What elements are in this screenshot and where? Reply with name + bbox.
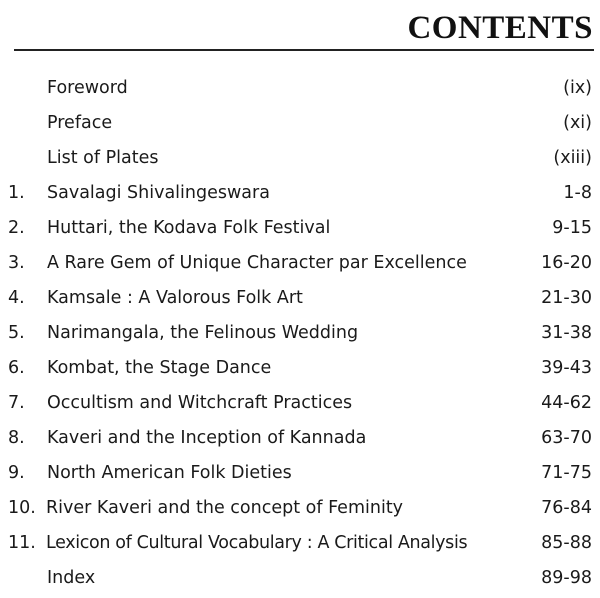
entry-number: 3. (8, 253, 25, 273)
entry-title: Preface (47, 113, 113, 133)
entry-pages: 16-20 (541, 253, 592, 273)
entry-number: 6. (8, 358, 25, 378)
entry-pages: 85-88 (541, 533, 592, 553)
entry-number: 2. (8, 218, 25, 238)
entry-number: 7. (8, 393, 25, 413)
heading-rule (14, 49, 594, 51)
entry-title: Kamsale : A Valorous Folk Art (47, 288, 303, 308)
toc-entry-chapter-8 (0, 423, 600, 458)
toc-entry-chapter-11 (0, 528, 600, 563)
entry-pages: 39-43 (541, 358, 592, 378)
toc-entry-chapter-1 (0, 178, 600, 213)
entry-title: Index (47, 568, 96, 588)
entry-pages: (ix) (563, 78, 592, 98)
entry-title: Narimangala, the Felinous Wedding (47, 323, 359, 343)
toc-entry-index (0, 563, 600, 598)
entry-title: River Kaveri and the concept of Feminity (46, 498, 404, 518)
page-title: CONTENTS (407, 10, 593, 46)
entry-pages: (xi) (563, 113, 592, 133)
entry-title: Kombat, the Stage Dance (47, 358, 272, 378)
entry-title: Savalagi Shivalingeswara (47, 183, 270, 203)
entry-title: A Rare Gem of Unique Character par Excellence (47, 253, 467, 273)
entry-pages: 76-84 (541, 498, 592, 518)
toc-entry-preface (0, 108, 600, 143)
entry-number: 10. (8, 498, 36, 518)
toc-entry-chapter-4 (0, 283, 600, 318)
toc-entry-chapter-10 (0, 493, 600, 528)
entry-number: 5. (8, 323, 25, 343)
entry-pages: (xiii) (553, 148, 592, 168)
entry-pages: 9-15 (552, 218, 592, 238)
toc-entry-chapter-3 (0, 248, 600, 283)
table-of-contents (0, 73, 600, 598)
entry-pages: 21-30 (541, 288, 592, 308)
entry-pages: 31-38 (541, 323, 592, 343)
entry-pages: 89-98 (541, 568, 592, 588)
entry-number: 1. (8, 183, 25, 203)
toc-entry-chapter-7 (0, 388, 600, 423)
toc-entry-chapter-9 (0, 458, 600, 493)
entry-title: Huttari, the Kodava Folk Festival (47, 218, 331, 238)
entry-pages: 1-8 (563, 183, 592, 203)
entry-pages: 71-75 (541, 463, 592, 483)
toc-entry-chapter-5 (0, 318, 600, 353)
toc-entry-chapter-6 (0, 353, 600, 388)
toc-entry-chapter-2 (0, 213, 600, 248)
entry-pages: 63-70 (541, 428, 592, 448)
entry-title: Occultism and Witchcraft Practices (47, 393, 353, 413)
entry-number: 8. (8, 428, 25, 448)
entry-number: 4. (8, 288, 25, 308)
entry-title: Lexicon of Cultural Vocabulary : A Critical Analysis (46, 533, 468, 553)
entry-title: List of Plates (47, 148, 159, 168)
toc-entry-list-of-plates (0, 143, 600, 178)
entry-pages: 44-62 (541, 393, 592, 413)
toc-entry-foreword (0, 73, 600, 108)
entry-number: 9. (8, 463, 25, 483)
entry-number: 11. (8, 533, 36, 553)
entry-title: North American Folk Dieties (47, 463, 292, 483)
entry-title: Kaveri and the Inception of Kannada (47, 428, 367, 448)
entry-title: Foreword (47, 78, 128, 98)
